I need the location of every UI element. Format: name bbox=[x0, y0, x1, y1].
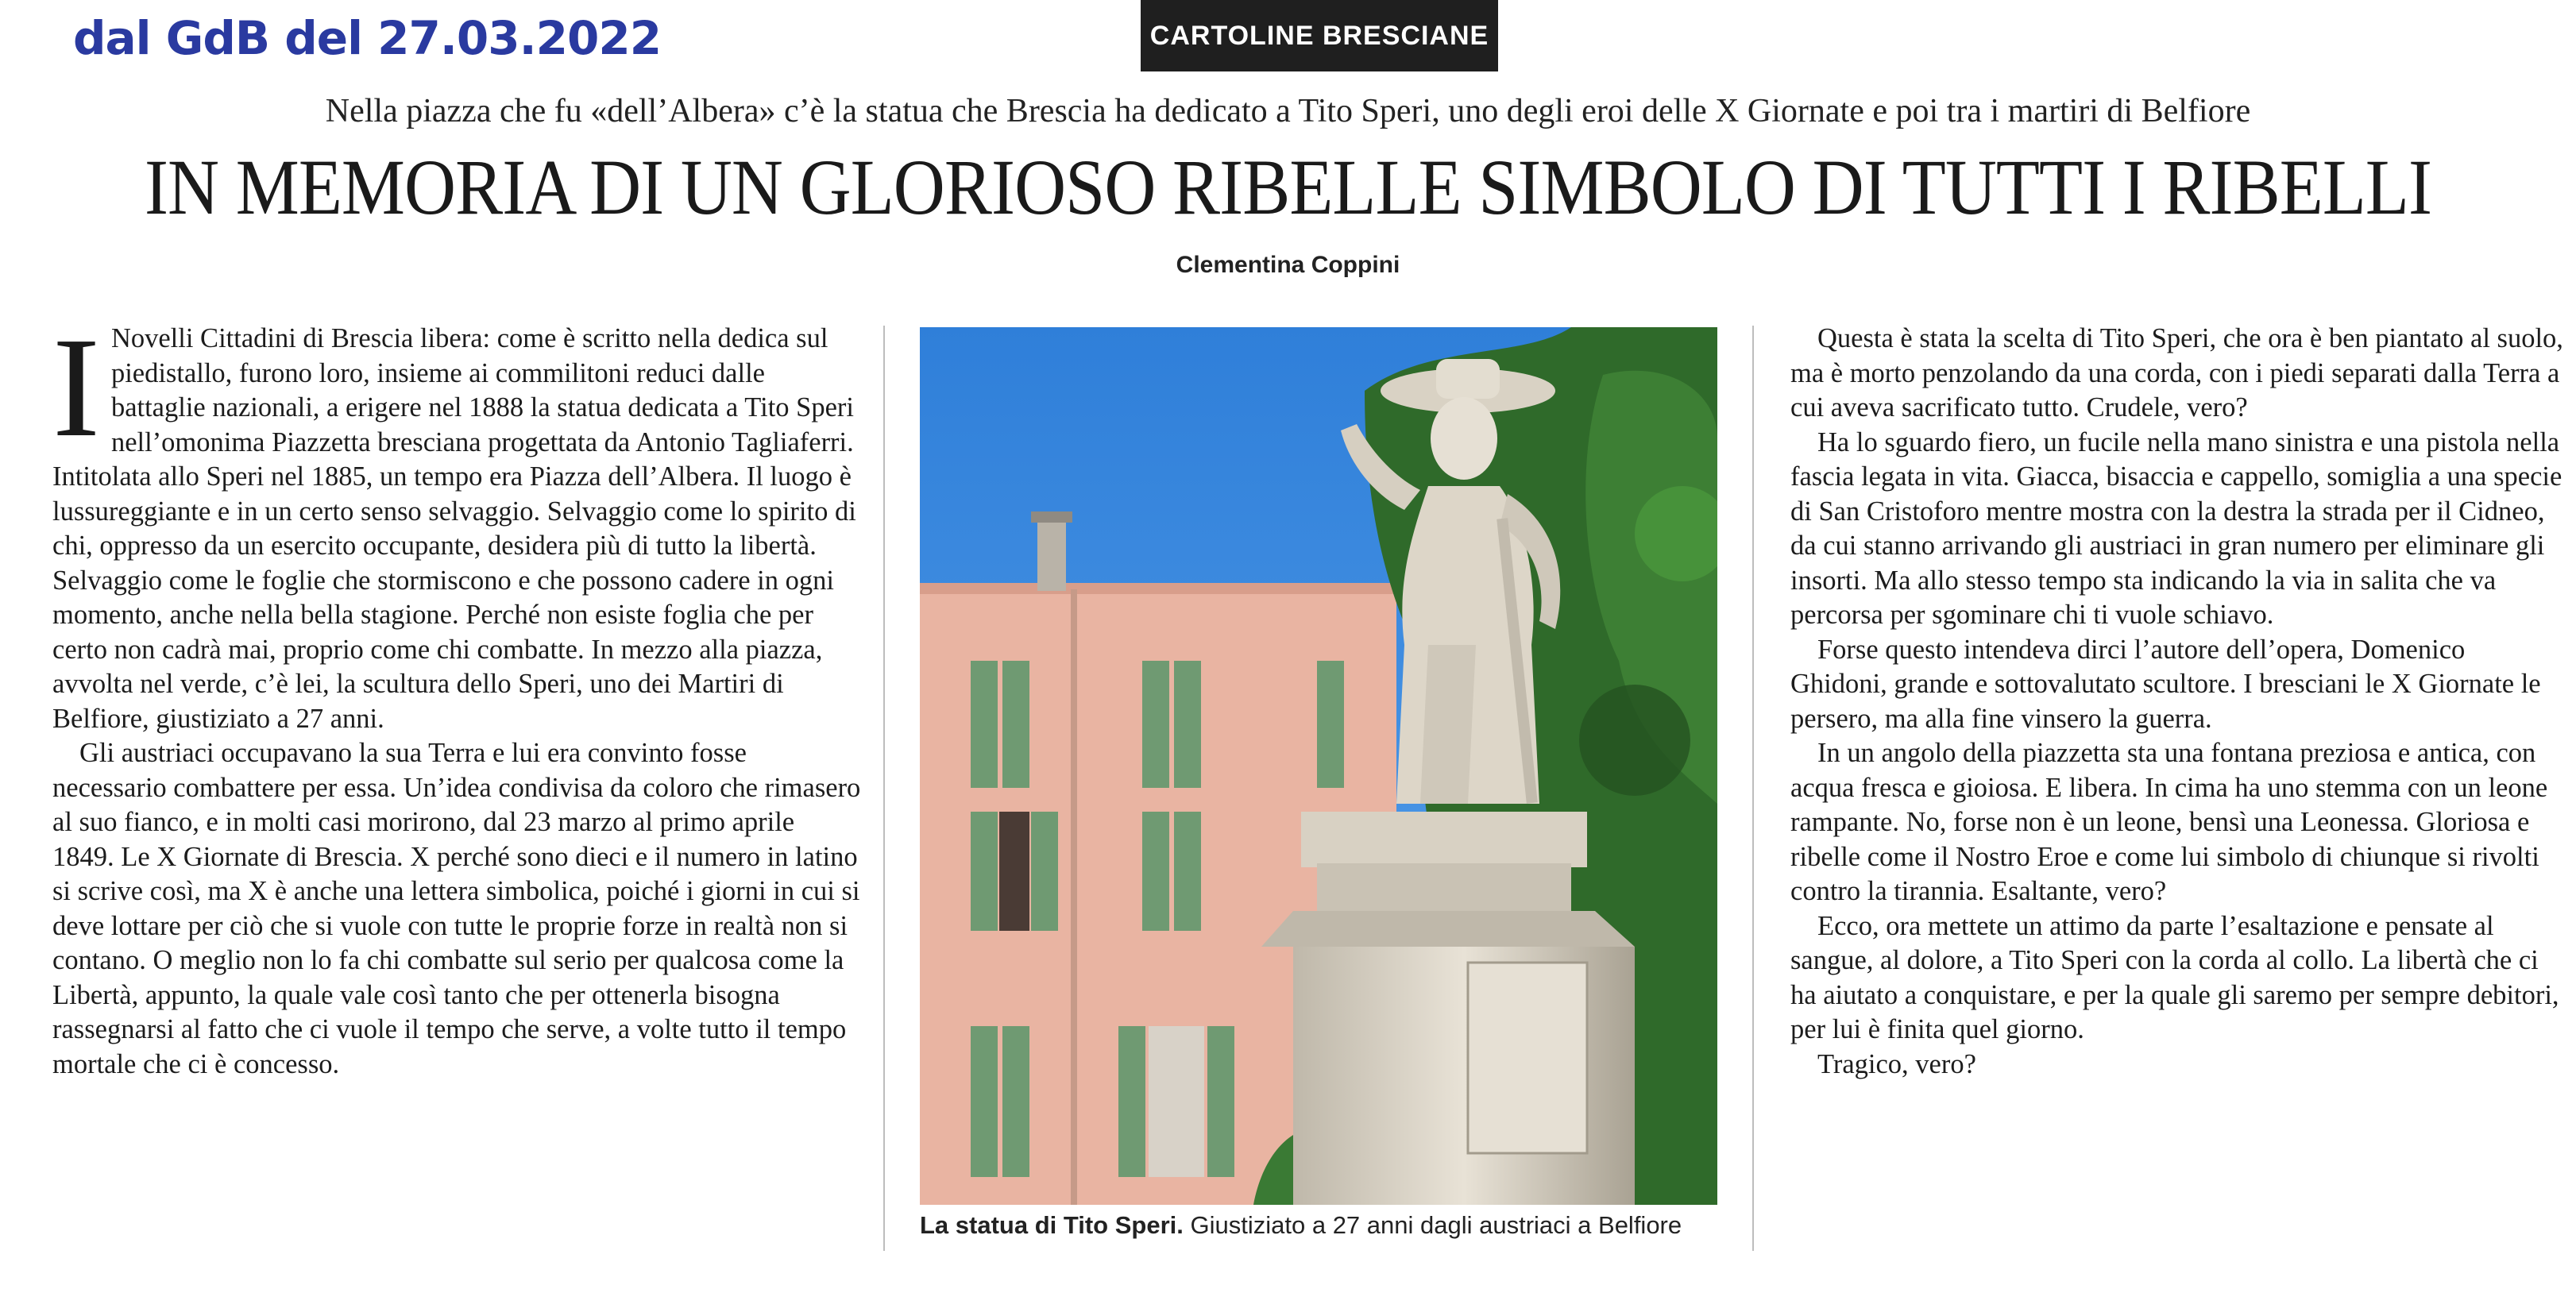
statue-photo-illustration bbox=[920, 327, 1717, 1205]
article-paragraph: Ecco, ora mettete un attimo da parte l’esaltazione e pensate al sangue, al dolore, a Tito Speri con la corda al collo. La libertà che ci ha aiutato a conquistare, e per la quale gli saremo per sempre debitori, per lui è finita quel giorno. bbox=[1790, 910, 2559, 1044]
caption-text: Giustiziato a 27 anni dagli austriaci a Belfiore bbox=[1190, 1211, 1682, 1239]
article-right-column bbox=[1790, 322, 2565, 1082]
paragraph-text: Novelli Cittadini di Brescia libera: come è scritto nella dedica sul piedistallo, furono loro, insieme ai commilitoni reduci dalle battaglie nazionali, a erigere nel 1888 la statua dedicata a Tito Speri nell’omonima Piazzetta bresciana progettata da Antonio Tagliaferri. Intitolata allo Speri nel 1885, un tempo era Piazza dell’Albera. Il luogo è lussureggiante e in un certo senso selvaggio. Selvaggio come lo spirito di chi, oppresso da un esercito occupante, desidera più di tutto la libertà. Selvaggio come le foglie che stormiscono e che possono cadere in ogni momento, anche nella bella stagione. Perché non esiste foglia che per certo non cadrà mai, proprio come chi combatte. In mezzo alla piazza, avvolta nel verde, c’è lei, la scultura dello Speri, uno dei Martiri di Belfiore, giustiziato a 27 anni. bbox=[52, 323, 856, 734]
caption-lead: La statua di Tito Speri. bbox=[920, 1211, 1184, 1239]
statue-photo bbox=[920, 327, 1717, 1205]
source-tag: dal GdB del 27.03.2022 bbox=[73, 11, 662, 65]
article-left-column bbox=[52, 308, 863, 1082]
article-paragraph: In un angolo della piazzetta sta una fontana preziosa e antica, con acqua fresca e gioiosa. E libera. In cima ha uno stemma con un leone rampante. No, forse non è un leone, bensì una Leonessa. Gloriosa e ribelle come il Nostro Eroe e come lui simbolo di chiunque si rivolti contro la tirannia. Esaltante, vero? bbox=[1790, 738, 2548, 906]
column-rule bbox=[1752, 326, 1754, 1251]
article-paragraph: Ha lo sguardo fiero, un fucile nella mano sinistra e una pistola nella fascia legata in vita. Giacca, bisaccia e cappello, somiglia a una specie di San Cristoforo mentre mostra con la destra la strada per il Cidneo, da cui stanno arrivando gli austriaci in gran numero per eliminare gli insorti. Ma allo stesso tempo sta indicando la via in salita che va percorsa per sgominare chi ti vuole schiavo. bbox=[1790, 426, 2562, 630]
article-paragraph: Gli austriaci occupavano la sua Terra e lui era convinto fosse necessario combattere per essa. Un’idea condivisa da coloro che rimasero al suo fianco, e in molti casi morirono, dal 23 marzo al primo aprile 1849. Le X Giornate di Brescia. X perché sono dieci e il numero in latino si scrive così, ma X è anche una lettera simbolica, poiché i giorni in cui si deve lottare per ciò che si vuole con tutte le proprie forze in realtà non si contano. O meglio non lo fa chi combatte sul serio per qualcosa come la Libertà, appunto, la quale vale così tanto che per ottenerla bisogna rassegnarsi al fatto che ci vuole il tempo che serve, a volte tutto il tempo mortale che ci è concesso. bbox=[52, 738, 861, 1079]
article-paragraph bbox=[52, 308, 863, 736]
column-rule bbox=[883, 326, 885, 1251]
photo-caption bbox=[920, 1211, 1794, 1240]
kicker: Nella piazza che fu «dell’Albera» c’è la statua che Brescia ha dedicato a Tito Speri, uno degli eroi delle X Giornate e poi tra i martiri di Belfiore bbox=[325, 93, 2251, 129]
article-paragraph: Questa è stata la scelta di Tito Speri, che ora è ben piantato al suolo, ma è morto penzolando da una corda, con i piedi separati dalla Terra a cui aveva sacrificato tutto. Crudele, vero? bbox=[1790, 323, 2563, 423]
byline: Clementina Coppini bbox=[1176, 252, 1400, 278]
rubric-label: CARTOLINE BRESCIANE bbox=[1141, 0, 1498, 71]
drop-cap: I bbox=[52, 308, 100, 466]
headline: IN MEMORIA DI UN GLORIOSO RIBELLE SIMBOLO DI TUTTI I RIBELLI bbox=[144, 143, 2432, 231]
article-paragraph: Forse questo intendeva dirci l’autore dell’opera, Domenico Ghidoni, grande e sottovalutato scultore. I bresciani le X Giornate le persero, ma alla fine vinsero la guerra. bbox=[1790, 634, 2541, 734]
article-paragraph: Tragico, vero? bbox=[1817, 1048, 1976, 1079]
